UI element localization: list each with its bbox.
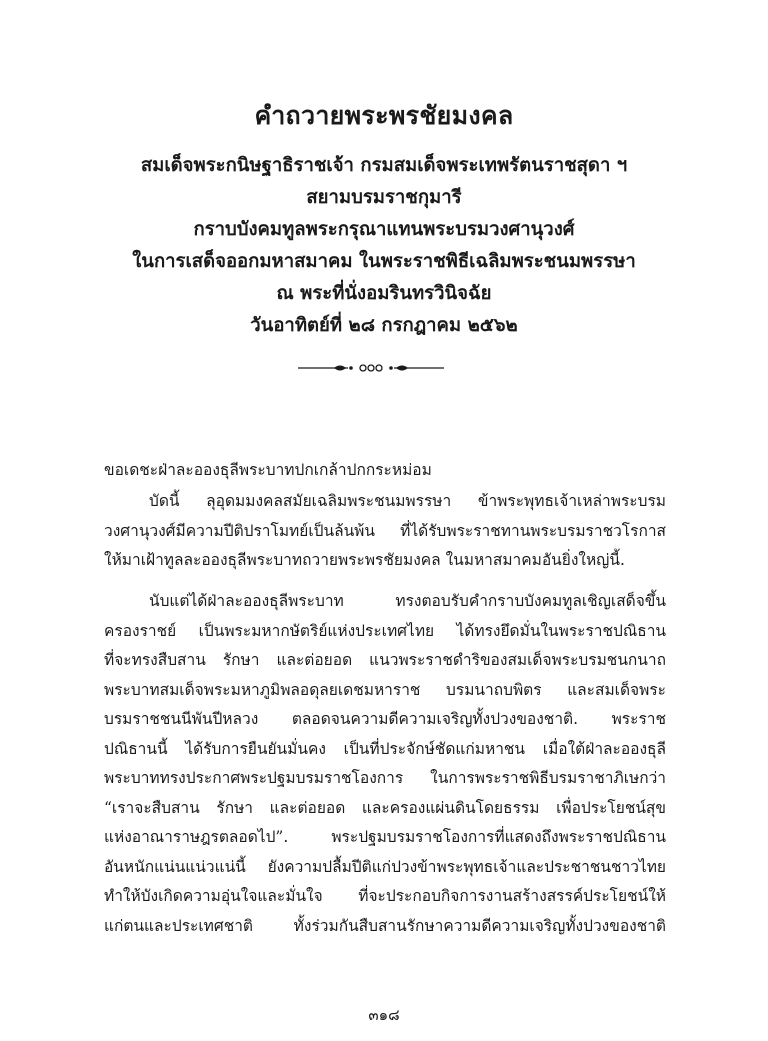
paragraph-2-line: บรมราชชนนีพันปีหลวง ตลอดจนความดีความเจริญทั้งปวงของชาติ. พระราช bbox=[104, 710, 666, 728]
paragraph-2-line: แห่งอาณาราษฎรตลอดไป”. พระปฐมบรมราชโองการที่แสดงถึงพระราชปณิธาน bbox=[104, 828, 666, 846]
document-title: คำถวายพระพรชัยมงคล bbox=[254, 101, 514, 130]
paragraph-2-line: ที่จะทรงสืบสาน รักษา และต่อยอด แนวพระราชดำริของสมเด็จพระบรมชนกนาถ bbox=[104, 651, 666, 669]
paragraph-2-line: อันหนักแน่นแน่วแน่นี้ ยังความปลื้มปีติแก่ปวงข้าพระพุทธเจ้าและประชาชนชาวไทย bbox=[104, 857, 666, 876]
paragraph-1-line: บัดนี้ ลุอุดมมงคลสมัยเฉลิมพระชนมพรรษา ข้าพระพุทธเจ้าเหล่าพระบรม bbox=[149, 492, 666, 510]
header-line-purpose: กราบบังคมทูลพระกรุณาแทนพระบรมวงศานุวงศ์ bbox=[193, 219, 575, 240]
paragraph-1 bbox=[104, 487, 666, 576]
greeting-line: ขอเดชะฝ่าละอองธุลีพระบาทปกเกล้าปกกระหม่อม bbox=[104, 461, 432, 479]
paragraph-2-line: ครองราชย์ เป็นพระมหากษัตริย์แห่งประเทศไทย ได้ทรงยึดมั่นในพระราชปณิธาน bbox=[104, 621, 666, 640]
paragraph-2-line: พระบาทสมเด็จพระมหาภูมิพลอดุลยเดชมหาราช บรมนาถบพิตร และสมเด็จพระ bbox=[104, 680, 666, 699]
paragraph-2-line: ปณิธานนี้ ได้รับการยืนยันมั่นคง เป็นที่ประจักษ์ชัดแก่มหาชน เมื่อใต้ฝ่าละอองธุลี bbox=[104, 739, 666, 758]
header-line-venue: ณ พระที่นั่งอมรินทรวินิจฉัย bbox=[276, 283, 492, 304]
paragraph-1-line: วงศานุวงศ์มีความปีติปราโมทย์เป็นล้นพ้น ที่ได้รับพระราชทานพระบรมราชวโรกาส bbox=[104, 521, 666, 540]
paragraph-2-line: แก่ตนและประเทศชาติ ทั้งร่วมกันสืบสานรักษาความดีความเจริญทั้งปวงของชาติ bbox=[104, 916, 666, 935]
header-block bbox=[0, 150, 768, 342]
paragraph-2-line: พระบาททรงประกาศพระปฐมบรมราชโองการ ในการพระราชพิธีบรมราชาภิเษกว่า bbox=[104, 769, 666, 787]
header-line-sender-title: สยามบรมราชกุมารี bbox=[306, 187, 462, 208]
paragraph-2 bbox=[104, 587, 666, 941]
paragraph-1-line: ให้มาเฝ้าทูลละอองธุลีพระบาทถวายพระพรชัยมงคล ในมหาสมาคมอันยิ่งใหญ่นี้. bbox=[104, 551, 625, 569]
decorative-divider-ornament bbox=[296, 358, 446, 378]
header-line-sender: สมเด็จพระกนิษฐาธิราชเจ้า กรมสมเด็จพระเทพรัตนราชสุดา ฯ bbox=[140, 155, 628, 176]
paragraph-2-line: “เราจะสืบสาน รักษา และต่อยอด และครองแผ่นดินโดยธรรม เพื่อประโยชน์สุข bbox=[104, 798, 666, 817]
paragraph-2-line: ทำให้บังเกิดความอุ่นใจและมั่นใจ ที่จะประกอบกิจการงานสร้างสรรค์ประโยชน์ให้ bbox=[104, 887, 666, 905]
paragraph-2-line: นับแต่ได้ฝ่าละอองธุลีพระบาท ทรงตอบรับคำกราบบังคมทูลเชิญเสด็จขึ้น bbox=[149, 592, 666, 610]
page-number: ๓๑๘ bbox=[368, 1006, 400, 1024]
header-line-date: วันอาทิตย์ที่ ๒๘ กรกฎาคม ๒๕๖๒ bbox=[250, 315, 518, 336]
header-line-occasion: ในการเสด็จออกมหาสมาคม ในพระราชพิธีเฉลิมพระชนมพรรษา bbox=[132, 251, 636, 272]
